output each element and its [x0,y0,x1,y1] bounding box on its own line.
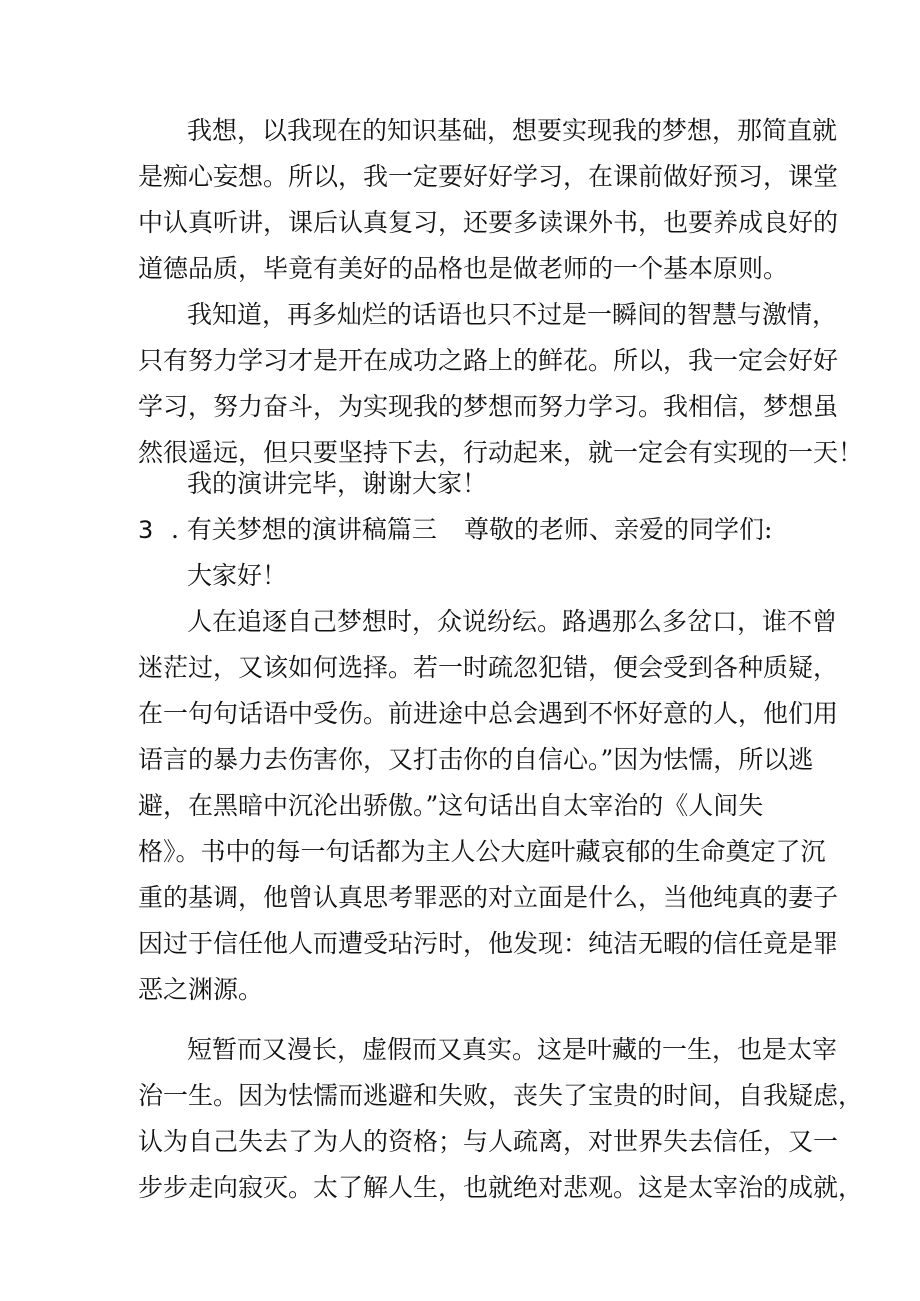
body-paragraph-1-line-3: 在一句句话语中受伤。前进途中总会遇到不怀好意的人，他们用 [138,699,839,728]
salutation: 大家好！ [187,561,288,590]
body-paragraph-2-line-4: 步步走向寂灭。太了解人生，也就绝对悲观。这是太宰治的成就， [138,1173,864,1202]
body-paragraph-1-line-9: 恶之渊源。 [138,975,264,1004]
body-paragraph-2-line-3: 认为自己失去了为人的资格；与人疏离，对世界失去信任，又一 [138,1127,839,1156]
body-paragraph-1-line-2: 迷茫过，又该如何选择。若一时疏忽犯错，便会受到各种质疑， [138,653,839,682]
section-greeting: 尊敬的老师、亲爱的同学们: [464,515,773,544]
body-paragraph-1-line-8: 因过于信任他人而遭受玷污时，他发现：纯洁无暇的信任竟是罪 [138,929,839,958]
body-paragraph-1-line-4: 语言的暴力去伤害你，又打击你的自信心。”因为怯懦，所以逃 [138,745,814,774]
paragraph-2-line-1: 我知道，再多灿烂的话语也只不过是一瞬间的智慧与激情， [187,300,838,329]
closing-line: 我的演讲完毕，谢谢大家！ [187,469,488,498]
body-paragraph-2-line-1: 短暂而又漫长，虚假而又真实。这是叶藏的一生，也是太宰 [187,1035,838,1064]
paragraph-2-line-3: 学习，努力奋斗，为实现我的梦想而努力学习。我相信，梦想虽 [138,392,839,421]
section-heading-title: . 有关梦想的演讲稿篇三 [171,515,437,544]
body-paragraph-2-line-2: 治一生。因为怯懦而逃避和失败，丧失了宝贵的时间，自我疑虑， [138,1081,864,1110]
body-paragraph-1-line-5: 避，在黑暗中沉沦出骄傲。”这句话出自太宰治的《人间失 [138,791,764,820]
paragraph-1-line-3: 中认真听讲，课后认真复习，还要多读课外书，也要养成良好的 [138,208,839,237]
paragraph-1-line-1: 我想，以我现在的知识基础，想要实现我的梦想，那简直就 [187,116,838,145]
body-paragraph-1-line-7: 重的基调，他曾认真思考罪恶的对立面是什么，当他纯真的妻子 [138,883,839,912]
body-paragraph-1-line-1: 人在追逐自己梦想时，众说纷纭。路遇那么多岔口，谁不曾 [187,607,838,636]
body-paragraph-1-line-6: 格》。书中的每一句话都为主人公大庭叶藏哀郁的生命奠定了沉 [138,837,826,866]
paragraph-2-line-2: 只有努力学习才是开在成功之路上的鲜花。所以，我一定会好好 [138,346,839,375]
paragraph-1-line-4: 道德品质，毕竟有美好的品格也是做老师的一个基本原则。 [138,254,789,283]
paragraph-2-line-4: 然很遥远，但只要坚持下去，行动起来，就一定会有实现的一天！ [138,438,864,467]
paragraph-1-line-2: 是痴心妄想。所以，我一定要好好学习，在课前做好预习，课堂 [138,162,839,191]
section-heading-number: 3 [138,516,154,544]
